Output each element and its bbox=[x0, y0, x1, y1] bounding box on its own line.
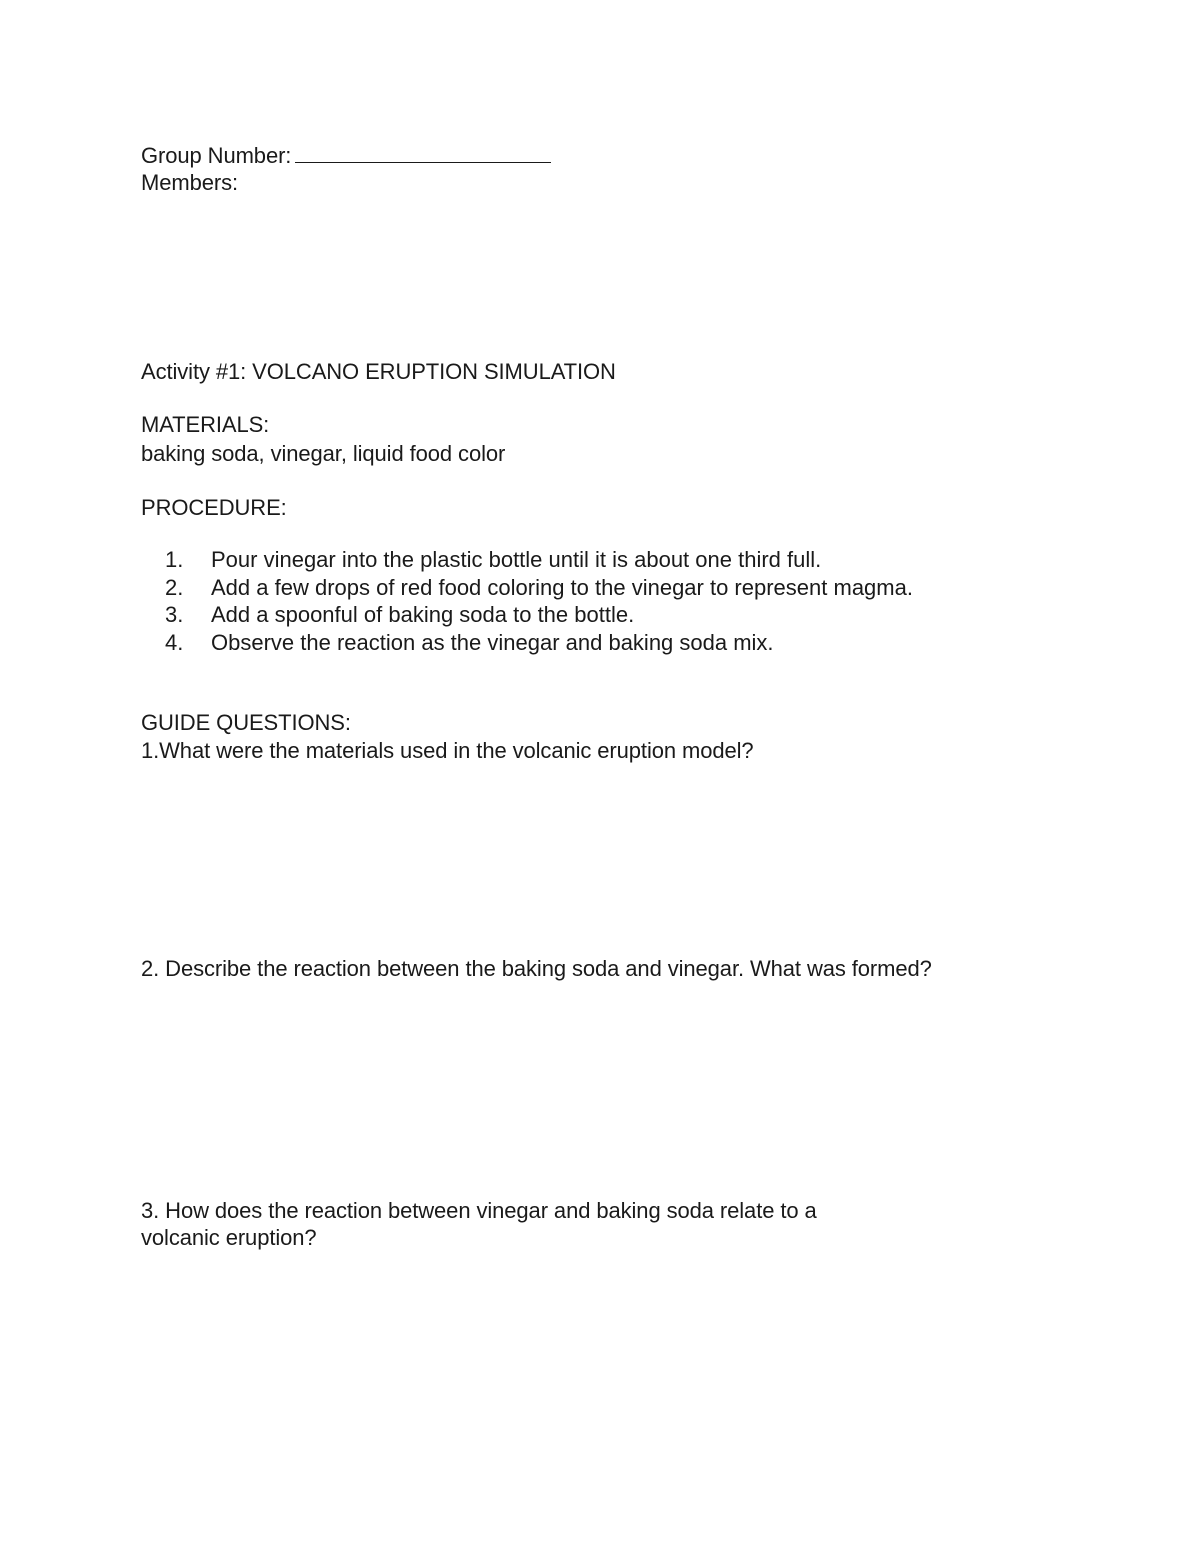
group-number-label: Group Number: bbox=[141, 143, 292, 168]
procedure-step bbox=[141, 629, 913, 657]
question-1: 1.What were the materials used in the volcanic eruption model? bbox=[141, 738, 754, 763]
group-number-row bbox=[141, 142, 551, 169]
procedure-steps bbox=[141, 546, 913, 656]
procedure-step-number: 4. bbox=[165, 629, 184, 655]
procedure-step-number: 3. bbox=[165, 602, 184, 627]
procedure-step-text: Add a few drops of red food coloring to the vinegar to represent magma. bbox=[211, 574, 913, 600]
procedure-step-text: Pour vinegar into the plastic bottle until it is about one third full. bbox=[211, 547, 822, 572]
procedure-step-number: 1. bbox=[165, 547, 184, 572]
procedure-step-text: Observe the reaction as the vinegar and baking soda mix. bbox=[211, 629, 774, 655]
procedure-step bbox=[141, 546, 913, 574]
members-label: Members: bbox=[141, 170, 238, 195]
question-3-line-2: volcanic eruption? bbox=[141, 1225, 317, 1250]
procedure-heading: PROCEDURE: bbox=[141, 495, 287, 520]
procedure-step bbox=[141, 601, 913, 629]
guide-questions-heading: GUIDE QUESTIONS: bbox=[141, 710, 351, 735]
materials-list: baking soda, vinegar, liquid food color bbox=[141, 441, 506, 466]
procedure-step-text: Add a spoonful of baking soda to the bottle. bbox=[211, 602, 635, 627]
procedure-step-number: 2. bbox=[165, 574, 184, 600]
group-number-blank[interactable] bbox=[295, 144, 551, 163]
question-3-line-1: 3. How does the reaction between vinegar and baking soda relate to a bbox=[141, 1198, 817, 1223]
question-2: 2. Describe the reaction between the baking soda and vinegar. What was formed? bbox=[141, 956, 932, 981]
activity-title: Activity #1: VOLCANO ERUPTION SIMULATION bbox=[141, 359, 616, 384]
procedure-step bbox=[141, 574, 913, 602]
materials-heading: MATERIALS: bbox=[141, 412, 270, 437]
